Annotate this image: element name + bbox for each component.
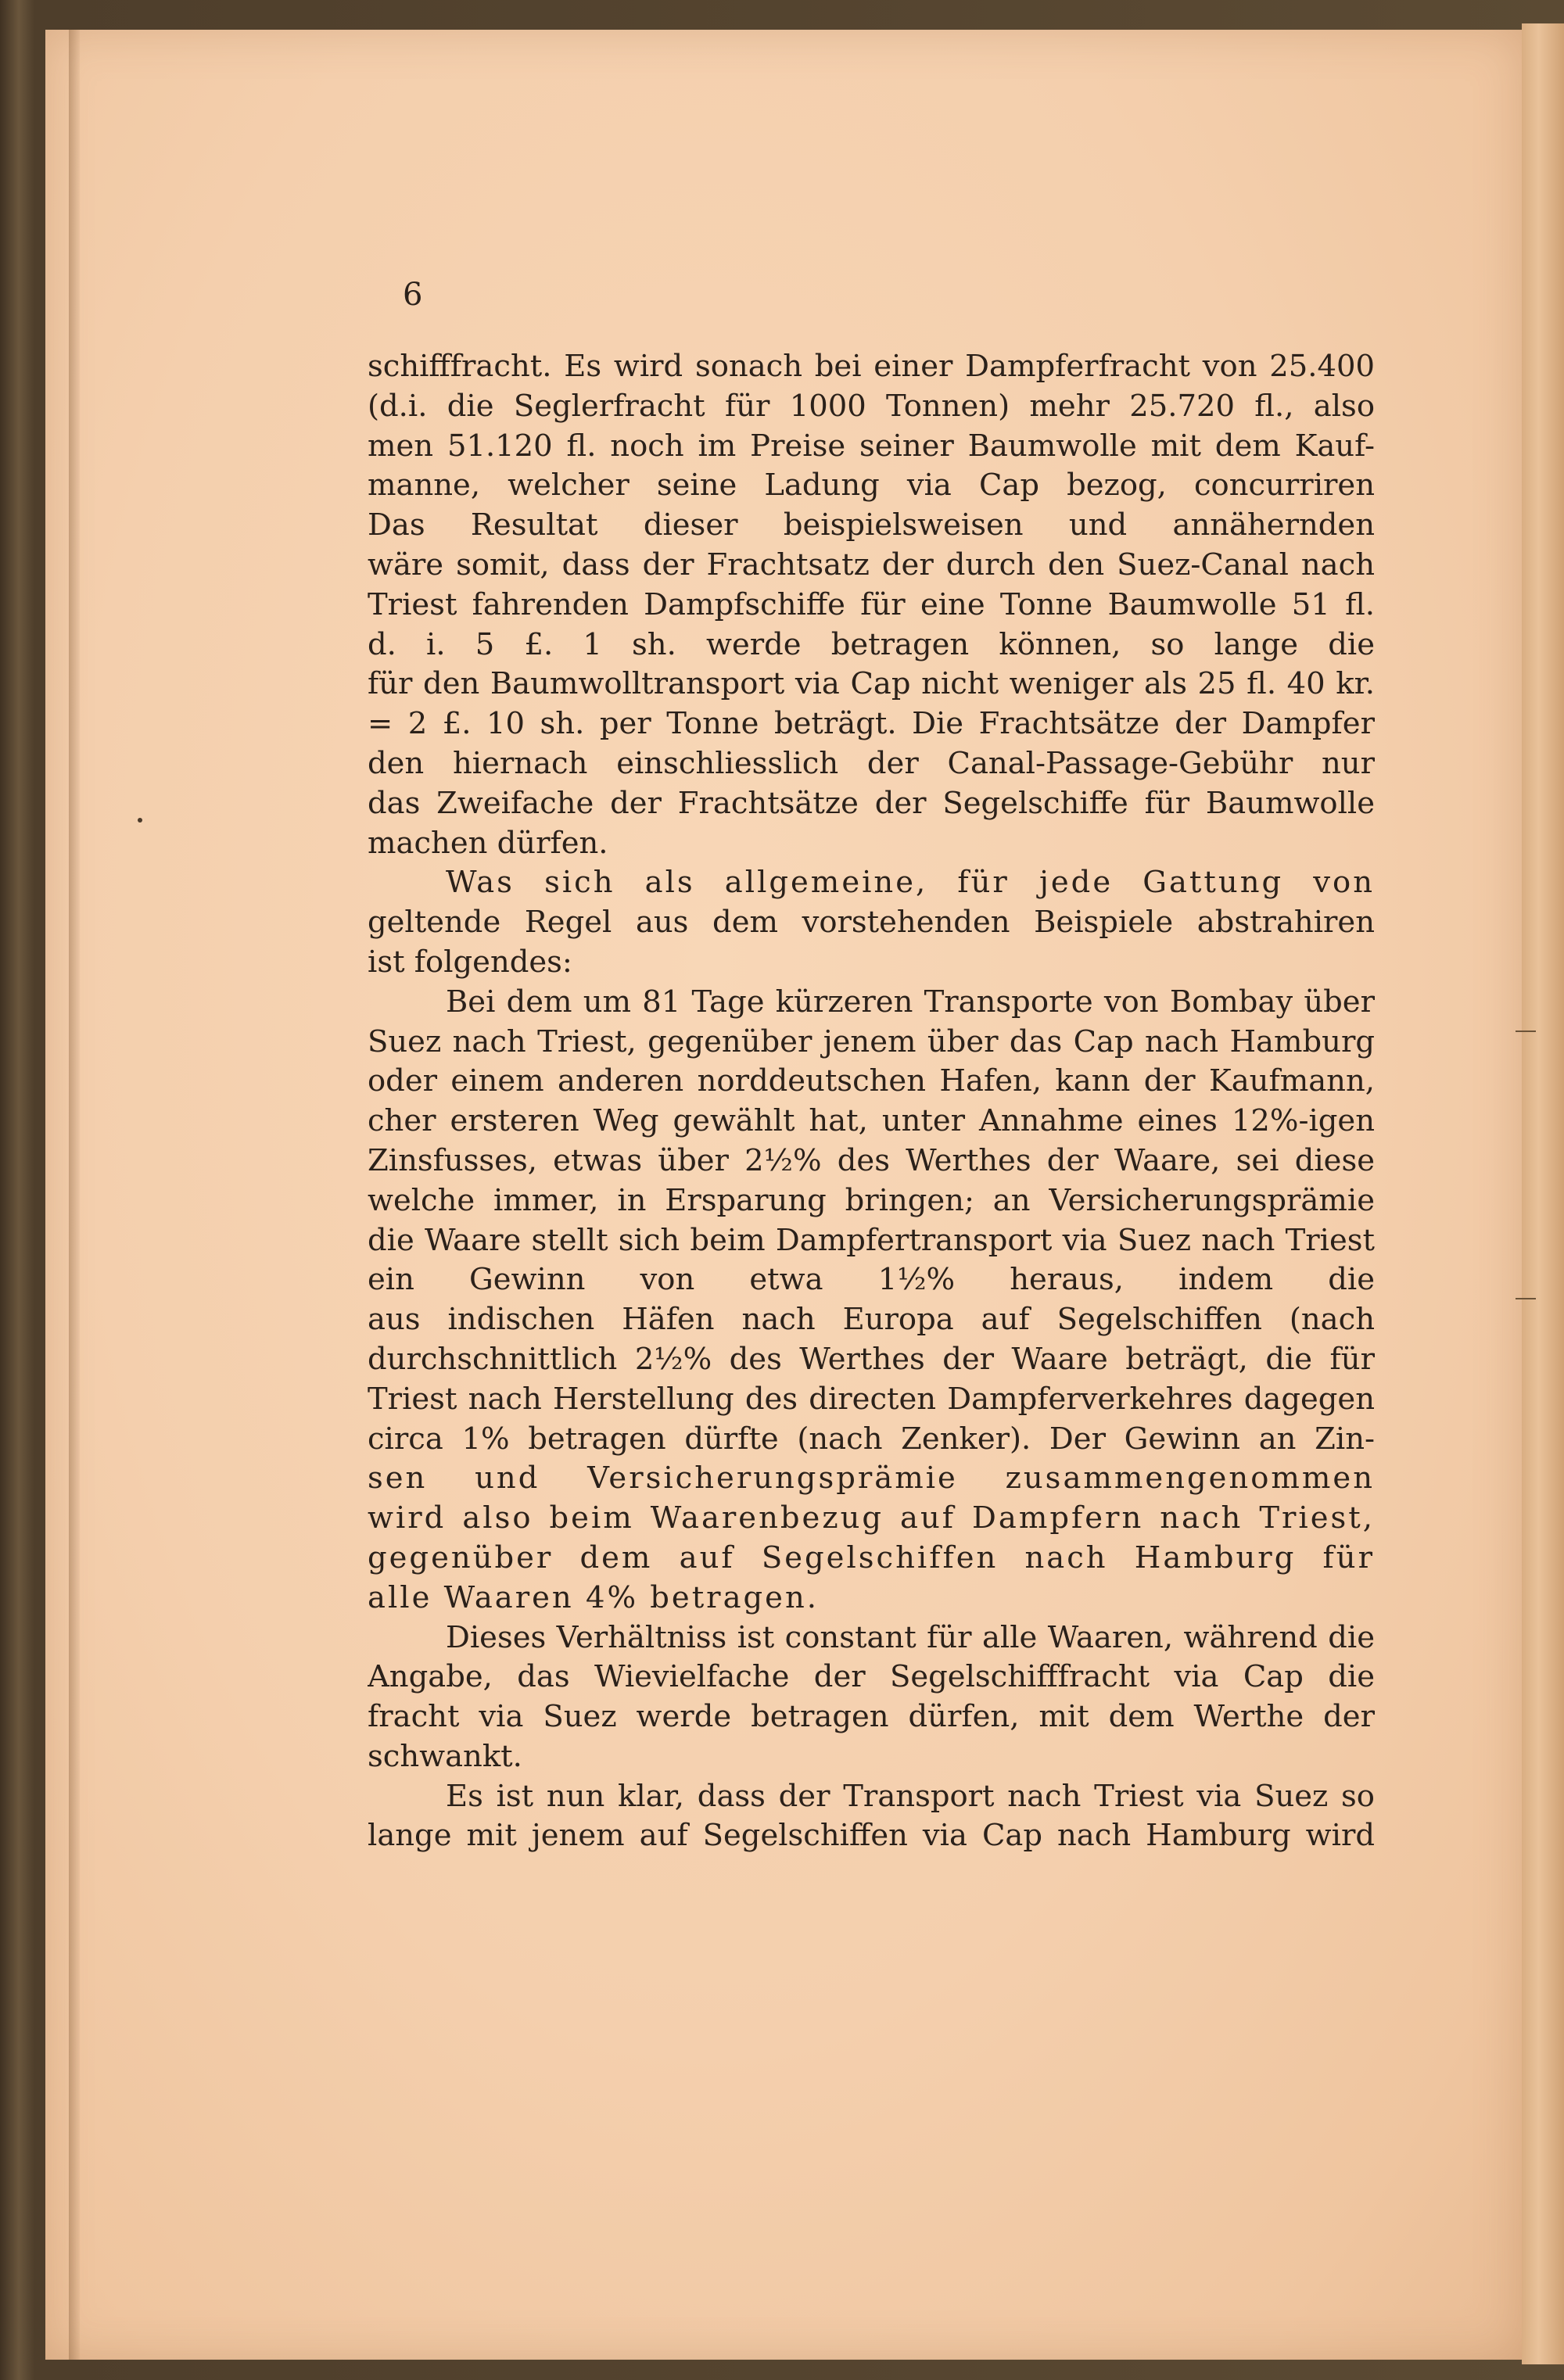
text-line: die Waare stellt sich beim Dampfertransport via Suez nach Triest	[368, 1222, 1375, 1258]
text-line: Zinsfusses, etwas über 2½% des Werthes der Waare, sei diese	[368, 1142, 1375, 1178]
text-line: Was sich als allgemeine, für jede Gattung von	[446, 865, 1375, 901]
next-page-edge	[1522, 23, 1564, 2364]
text-line: Es ist nun klar, dass der Transport nach Triest via Suez so	[446, 1778, 1375, 1814]
binding-gutter	[69, 30, 80, 2360]
text-line: welche immer, in Ersparung bringen; an Versicherungsprämie	[368, 1182, 1375, 1218]
text-line: ein Gewinn von etwa 1½% heraus, indem die	[368, 1262, 1375, 1298]
text-line: wird also beim Waarenbezug auf Dampfern nach Triest,	[368, 1500, 1375, 1536]
page-number: 6	[403, 277, 423, 313]
text-line: schifffracht. Es wird sonach bei einer Dampferfracht von 25.400	[368, 349, 1375, 384]
text-line: (d.i. die Seglerfracht für 1000 Tonnen) mehr 25.720 fl., also	[368, 388, 1375, 424]
text-line: alle Waaren 4% betragen.	[368, 1579, 819, 1615]
text-line: Suez nach Triest, gegenüber jenem über das Cap nach Hamburg	[368, 1023, 1375, 1059]
text-line: schwankt.	[368, 1738, 522, 1774]
text-line: Triest fahrenden Dampfschiffe für eine Tonne Baumwolle 51 fl.	[368, 586, 1375, 622]
text-line: für den Baumwolltransport via Cap nicht weniger als 25 fl. 40 kr.	[368, 666, 1375, 702]
text-line: = 2 £. 10 sh. per Tonne beträgt. Die Frachtsätze der Dampfer	[368, 706, 1375, 742]
text-line: lange mit jenem auf Segelschiffen via Cap nach Hamburg wird	[368, 1818, 1375, 1854]
text-line: durchschnittlich 2½% des Werthes der Waare beträgt, die für	[368, 1341, 1375, 1377]
text-line: Bei dem um 81 Tage kürzeren Transporte von Bombay über	[446, 984, 1375, 1020]
text-line: circa 1% betragen dürfte (nach Zenker). Der Gewinn an Zin-	[368, 1421, 1375, 1457]
text-line: wäre somit, dass der Frachtsatz der durch den Suez-Canal nach	[368, 547, 1375, 582]
text-line: Angabe, das Wievielfache der Segelschifffracht via Cap die	[368, 1659, 1375, 1695]
text-line: cher ersteren Weg gewählt hat, unter Annahme eines 12%-igen	[368, 1103, 1375, 1139]
text-line: manne, welcher seine Ladung via Cap bezog, concurriren	[368, 468, 1375, 504]
text-line: sen und Versicherungsprämie zusammengenommen	[368, 1461, 1375, 1496]
text-line: fracht via Suez werde betragen dürfen, mit dem Werthe der	[368, 1699, 1375, 1735]
text-line: gegenüber dem auf Segelschiffen nach Hamburg für	[368, 1539, 1375, 1575]
fold-mark	[1516, 1298, 1536, 1299]
text-line: aus indischen Häfen nach Europa auf Segelschiffen (nach	[368, 1302, 1375, 1338]
ink-spot	[138, 818, 142, 823]
text-line: den hiernach einschliesslich der Canal-Passage-Gebühr nur	[368, 745, 1375, 781]
text-line: Das Resultat dieser beispielsweisen und annähernden	[368, 507, 1375, 543]
text-line: Triest nach Herstellung des directen Dampferverkehres dagegen	[368, 1381, 1375, 1417]
text-line: men 51.120 fl. noch im Preise seiner Baumwolle mit dem Kauf-	[368, 428, 1375, 464]
text-line: das Zweifache der Frachtsätze der Segelschiffe für Baumwolle	[368, 785, 1375, 821]
body-text	[368, 347, 1375, 1856]
text-line: Dieses Verhältniss ist constant für alle Waaren, während die	[446, 1619, 1375, 1655]
text-line: geltende Regel aus dem vorstehenden Beispiele abstrahiren	[368, 905, 1375, 941]
text-line: d. i. 5 £. 1 sh. werde betragen können, so lange die	[368, 626, 1375, 662]
text-line: ist folgendes:	[368, 944, 572, 980]
text-line: oder einem anderen norddeutschen Hafen, kann der Kaufmann,	[368, 1063, 1375, 1099]
fold-mark	[1516, 1030, 1536, 1032]
text-line: machen dürfen.	[368, 825, 608, 861]
